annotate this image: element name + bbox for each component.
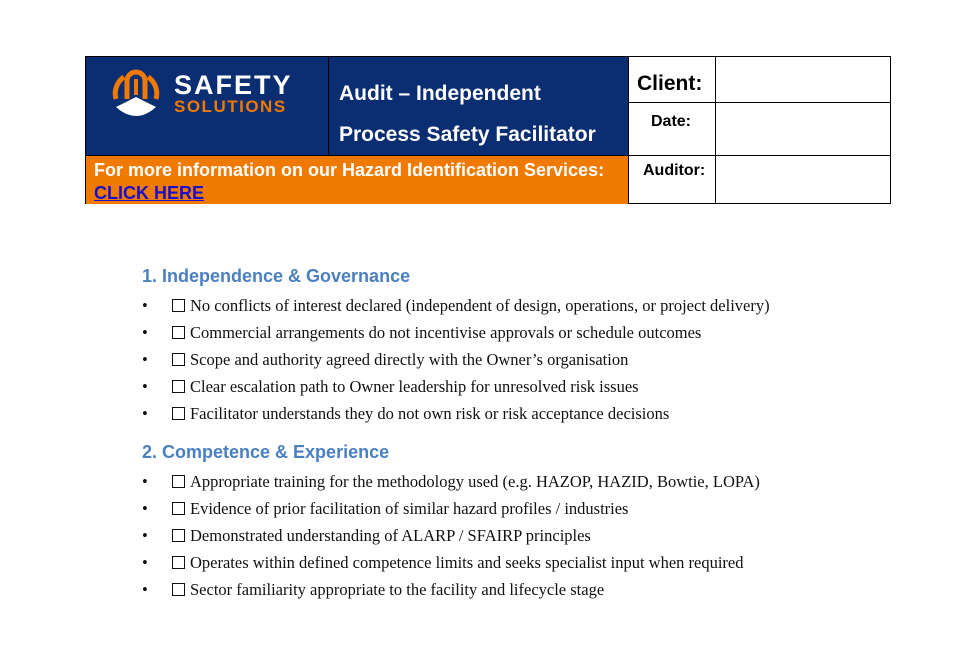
title-line-1: Audit – Independent [339, 82, 541, 105]
checkbox-icon[interactable] [172, 326, 185, 339]
list-item [142, 577, 842, 602]
list-item [142, 401, 842, 426]
item-text: Operates within defined competence limits and seeks specialist input when required [190, 553, 744, 572]
auditor-label: Auditor: [629, 155, 716, 204]
logo-text-secondary: SOLUTIONS [174, 97, 287, 116]
logo-icon [110, 69, 162, 121]
checkbox-icon[interactable] [172, 502, 185, 515]
list-item [142, 347, 842, 372]
checklist-section-2 [142, 469, 842, 602]
client-label: Client: [629, 57, 716, 102]
checkbox-icon[interactable] [172, 475, 185, 488]
checklist-section-1 [142, 293, 842, 426]
date-label: Date: [629, 102, 716, 155]
item-text: No conflicts of interest declared (independent of design, operations, or project delivery) [190, 296, 770, 315]
list-item [142, 550, 842, 575]
checkbox-icon[interactable] [172, 407, 185, 420]
item-text: Facilitator understands they do not own risk or risk acceptance decisions [190, 404, 670, 423]
client-field[interactable] [716, 57, 891, 102]
click-here-link[interactable]: CLICK HERE [94, 183, 205, 203]
item-text: Clear escalation path to Owner leadership for unresolved risk issues [190, 377, 639, 396]
item-text: Evidence of prior facilitation of similar hazard profiles / industries [190, 499, 629, 518]
section-heading: 1. Independence & Governance [142, 266, 411, 286]
checkbox-icon[interactable] [172, 556, 185, 569]
document-title [329, 57, 629, 155]
checkbox-icon[interactable] [172, 583, 185, 596]
item-text: Commercial arrangements do not incentivise approvals or schedule outcomes [190, 323, 702, 342]
info-banner [86, 155, 629, 204]
list-item [142, 293, 842, 318]
list-item [142, 496, 842, 521]
auditor-field[interactable] [716, 155, 891, 204]
list-item [142, 523, 842, 548]
title-line-2: Process Safety Facilitator [339, 123, 596, 146]
section-heading: 2. Competence & Experience [142, 442, 390, 462]
item-text: Scope and authority agreed directly with the Owner’s organisation [190, 350, 629, 369]
info-text: For more information on our Hazard Identification Services: [94, 160, 605, 180]
item-text: Demonstrated understanding of ALARP / SFAIRP principles [190, 526, 591, 545]
item-text: Sector familiarity appropriate to the facility and lifecycle stage [190, 580, 605, 599]
item-text: Appropriate training for the methodology used (e.g. HAZOP, HAZID, Bowtie, LOPA) [190, 472, 760, 491]
header-table [85, 56, 891, 204]
checkbox-icon[interactable] [172, 529, 185, 542]
checklist [142, 266, 842, 618]
list-item [142, 374, 842, 399]
logo-text-primary: SAFETY [174, 70, 293, 100]
checkbox-icon[interactable] [172, 299, 185, 312]
list-item [142, 320, 842, 345]
checkbox-icon[interactable] [172, 380, 185, 393]
checkbox-icon[interactable] [172, 353, 185, 366]
date-field[interactable] [716, 102, 891, 155]
logo [86, 57, 329, 155]
list-item [142, 469, 842, 494]
